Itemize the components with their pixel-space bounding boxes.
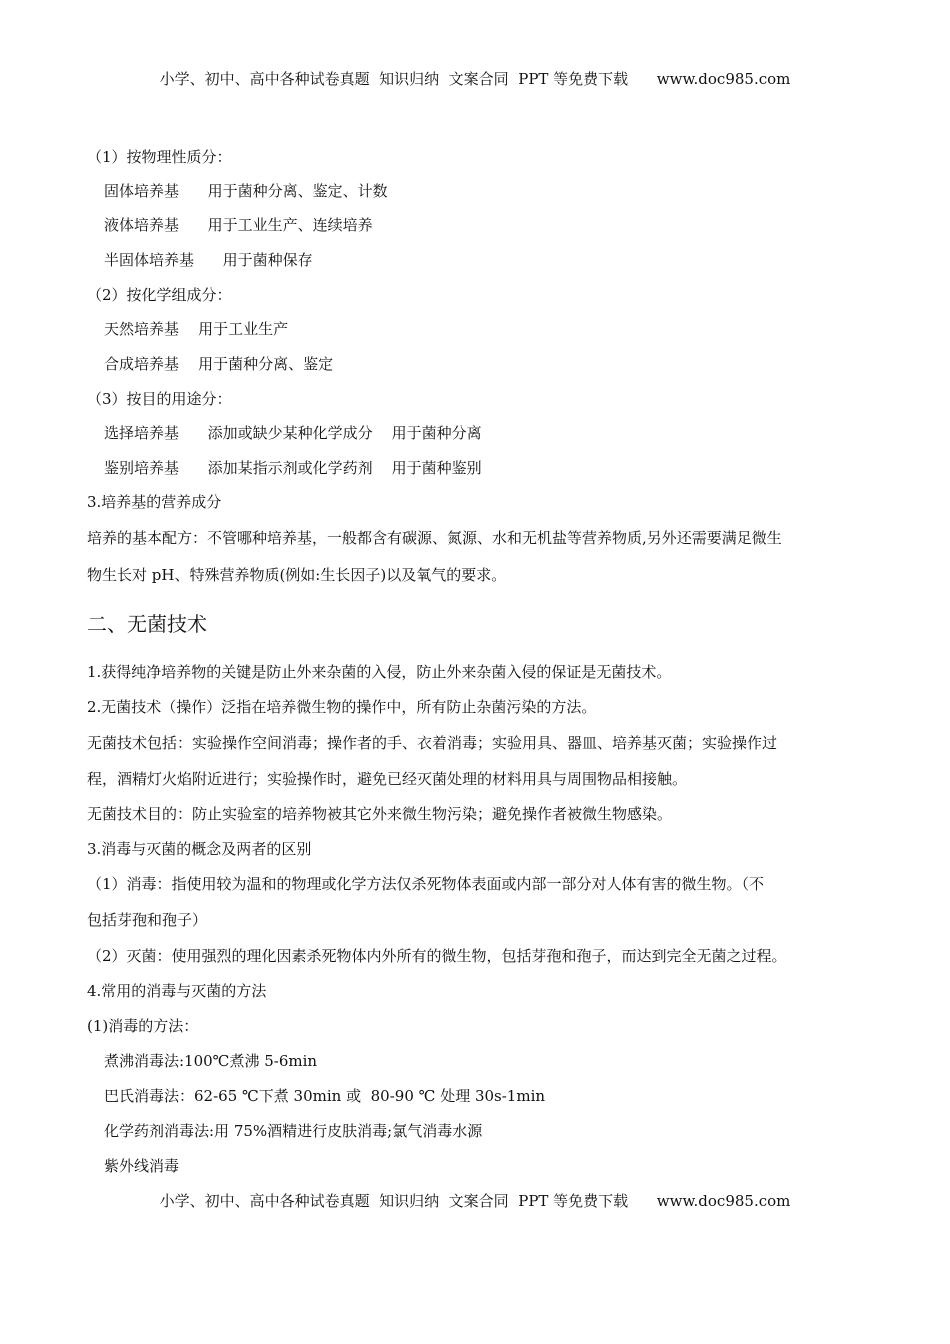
section-heading: 二、无菌技术 xyxy=(87,612,207,636)
text-line: 固体培养基 用于菌种分离、鉴定、计数 xyxy=(104,182,388,200)
text-line: 4.常用的消毒与灭菌的方法 xyxy=(87,982,267,1000)
text-line: 化学药剂消毒法:用 75%酒精进行皮肤消毒;氯气消毒水源 xyxy=(104,1122,483,1140)
text-line: 包括芽孢和孢子） xyxy=(87,911,208,929)
text-line: 物生长对 pH、特殊营养物质(例如:生长因子)以及氧气的要求。 xyxy=(87,566,507,584)
text-line: （1）按物理性质分： xyxy=(87,148,232,166)
text-line: 煮沸消毒法:100℃煮沸 5-6min xyxy=(104,1052,318,1070)
text-line: 半固体培养基 用于菌种保存 xyxy=(104,251,313,269)
text-line: 3.消毒与灭菌的概念及两者的区别 xyxy=(87,840,312,858)
text-line: 合成培养基 用于菌种分离、鉴定 xyxy=(104,355,334,373)
text-line: 紫外线消毒 xyxy=(104,1157,180,1175)
text-line: 鉴别培养基 添加某指示剂或化学药剂 用于菌种鉴别 xyxy=(104,459,482,477)
text-line: 巴氏消毒法：62-65 ℃下煮 30min 或 80-90 ℃ 处理 30s-1min xyxy=(104,1087,546,1105)
text-line: (1)消毒的方法： xyxy=(87,1017,199,1035)
text-line: 1.获得纯净培养物的关键是防止外来杂菌的入侵，防止外来杂菌入侵的保证是无菌技术。 xyxy=(87,663,672,681)
text-line: 无菌技术包括：实验操作空间消毒；操作者的手、衣着消毒；实验用具、器皿、培养基灭菌；实验操作过 xyxy=(87,734,778,752)
page-header: 小学、初中、高中各种试卷真题 知识归纳 文案合同 PPT 等免费下载 www.doc985.com xyxy=(159,70,791,88)
text-line: 培养的基本配方：不管哪种培养基，一般都含有碳源、氮源、水和无机盐等营养物质,另外还需要满足微生 xyxy=(87,529,782,547)
text-line: 无菌技术目的：防止实验室的培养物被其它外来微生物污染；避免操作者被微生物感染。 xyxy=(87,805,673,823)
text-line: 3.培养基的营养成分 xyxy=(87,493,222,511)
page-footer: 小学、初中、高中各种试卷真题 知识归纳 文案合同 PPT 等免费下载 www.doc985.com xyxy=(159,1192,791,1210)
text-line: （2）灭菌：使用强烈的理化因素杀死物体内外所有的微生物，包括芽孢和孢子，而达到完全无菌之过程。 xyxy=(87,947,787,965)
text-line: （3）按目的用途分： xyxy=(87,390,232,408)
text-line: （1）消毒：指使用较为温和的物理或化学方法仅杀死物体表面或内部一部分对人体有害的微生物。（不 xyxy=(87,875,765,893)
text-line: 选择培养基 添加或缺少某种化学成分 用于菌种分离 xyxy=(104,424,482,442)
text-line: 2.无菌技术（操作）泛指在培养微生物的操作中，所有防止杂菌污染的方法。 xyxy=(87,698,597,716)
text-line: 程，酒精灯火焰附近进行；实验操作时，避免已经灭菌处理的材料用具与周围物品相接触。 xyxy=(87,770,688,788)
text-line: 天然培养基 用于工业生产 xyxy=(104,320,289,338)
text-line: 液体培养基 用于工业生产、连续培养 xyxy=(104,216,373,234)
text-line: （2）按化学组成分： xyxy=(87,286,232,304)
